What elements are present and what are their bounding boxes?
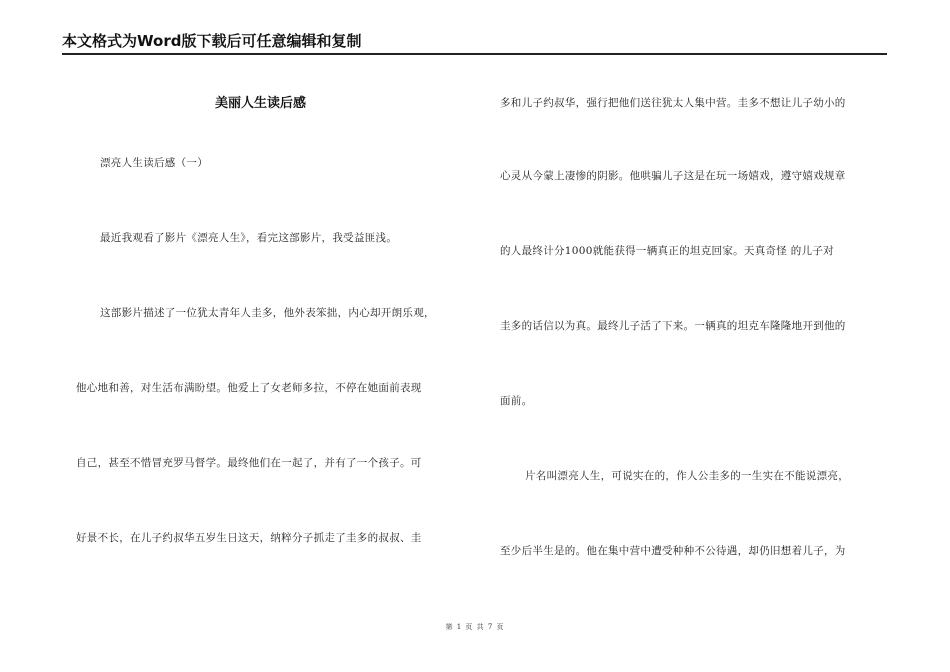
paragraph-line: 最近我观看了影片《漂亮人生》，看完这部影片，我受益匪浅。	[100, 232, 398, 244]
paragraph-line: 多和儿子约叔华，强行把他们送往犹太人集中营。圭多不想让儿子幼小的	[500, 97, 846, 109]
paragraph-line: 这部影片描述了一位犹太青年人圭多，他外表笨拙，内心却开朗乐观，	[100, 307, 435, 319]
paragraph-line: 圭多的话信以为真。最终儿子活了下来。一辆真的坦克车隆隆地开到他的	[500, 320, 846, 332]
paragraph-line: 好景不长，在儿子约叔华五岁生日这天，纳粹分子抓走了圭多的叔叔、圭	[76, 532, 422, 544]
paragraph-line: 至少后半生是的。他在集中营中遭受种种不公待遇，却仍旧想着儿子，为	[500, 545, 846, 557]
paragraph-line: 的人最终计分1000就能获得一辆真正的坦克回家。天真奇怪 的儿子对	[500, 245, 834, 257]
paragraph-line: 他心地和善，对生活布满盼望。他爱上了女老师多拉，不停在她面前表现	[76, 382, 422, 394]
paragraph-line: 心灵从今蒙上凄惨的阴影。他哄骗儿子这是在玩一场嬉戏，遵守嬉戏规章	[500, 170, 846, 182]
page-number-footer: 第 1 页 共 7 页	[445, 623, 505, 631]
paragraph-line: 自己，甚至不惜冒充罗马督学。最终他们在一起了，并有了一个孩子。可	[76, 457, 422, 469]
paragraph-line: 漂亮人生读后感（一）	[100, 157, 208, 169]
banner-divider	[62, 53, 887, 55]
paragraph-line: 片名叫漂亮人生，可说实在的，作人公圭多的一生实在不能说漂亮，	[525, 470, 849, 482]
paragraph-line: 面前。	[500, 395, 533, 407]
page-title: 美丽人生读后感	[215, 96, 307, 111]
document-banner: 本文格式为Word版下载后可任意编辑和复制	[62, 32, 362, 50]
